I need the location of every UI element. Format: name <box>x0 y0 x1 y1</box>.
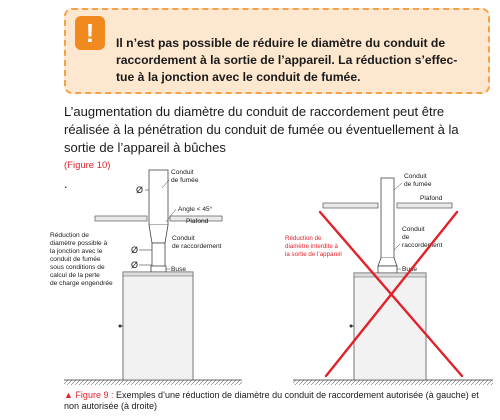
label-conduit-fumee: de fumée <box>171 177 199 184</box>
ceiling-slab-left <box>323 203 378 208</box>
ground-hatch <box>64 380 242 385</box>
right-note-line: la sortie de l’appareil <box>285 251 342 258</box>
right-diagram <box>285 173 493 385</box>
left-note-line: sous conditions de <box>50 264 105 271</box>
diameter-symbol-mid: Ø <box>131 245 139 255</box>
left-diagram <box>50 169 242 385</box>
leader-conduit-raccordement <box>394 244 400 250</box>
reducer-cone <box>378 258 397 266</box>
caption-text: Exemples d’une réduction de diamètre du conduit de raccordement autorisée (à gauche) et <box>115 390 479 400</box>
label-conduit-fumee: Conduit <box>171 169 194 176</box>
label-conduit-raccordement: de raccordement <box>172 243 222 250</box>
stove-body <box>123 272 193 380</box>
warning-line: tue à la jonction avec le conduit de fumée. <box>116 70 361 84</box>
flue-pipe <box>381 178 394 258</box>
ceiling-slab-right <box>397 203 452 208</box>
label-buse: Buse <box>171 266 187 273</box>
right-note-line: Réduction de <box>285 235 322 242</box>
label-plafond: Plafond <box>420 195 443 202</box>
paragraph-period: . <box>64 176 68 191</box>
left-note <box>50 232 113 287</box>
figure-caption <box>64 390 494 412</box>
label-conduit-raccordement: Conduit <box>172 235 195 242</box>
caption-marker-icon: ▲ <box>64 390 73 400</box>
diameter-symbol-bottom: Ø <box>131 260 139 270</box>
flue-pipe <box>149 170 168 225</box>
label-conduit-raccordement: Conduit <box>402 226 425 233</box>
warning-line: Il n’est pas possible de réduire le diamètre du conduit de <box>116 36 446 50</box>
label-angle: Angle < 45° <box>178 206 213 213</box>
left-note-line: calcul de la perte <box>50 272 100 279</box>
left-note-line: diamètre possible à <box>50 240 108 247</box>
right-note-line: diamètre interdite à <box>285 243 338 250</box>
left-note-line: de charge engendrée <box>50 280 113 287</box>
ceiling-slab-left <box>95 216 147 221</box>
label-plafond: Plafond <box>186 218 209 225</box>
reducer-cone <box>149 225 168 243</box>
caption-line <box>64 390 494 401</box>
paragraph-line: réalisée à la pénétration du conduit de fumée ou éventuellement à la <box>64 122 459 137</box>
paragraph-line: L’augmentation du diamètre du conduit de raccordement peut être <box>64 104 445 119</box>
left-note-line: conduit de fumée <box>50 256 101 263</box>
caption-label: Figure 9 : <box>75 390 114 400</box>
figure-reference-link[interactable]: (Figure 10) <box>64 160 111 171</box>
exclamation-icon: ! <box>75 16 105 50</box>
buse <box>378 266 397 273</box>
buse <box>151 266 166 272</box>
ground-hatch <box>293 380 493 385</box>
stove-top <box>354 273 426 277</box>
label-buse: Buse <box>402 266 418 273</box>
label-conduit-fumee: Conduit <box>404 173 427 180</box>
diameter-symbol-top: Ø <box>136 185 144 195</box>
left-note-line: Réduction de <box>50 232 89 239</box>
right-note <box>285 235 342 258</box>
label-conduit-raccordement: raccordement <box>402 242 443 249</box>
caption-line: non autorisée (à droite) <box>64 401 158 411</box>
warning-line: raccordement à la sortie de l’appareil. La réduction s’effec- <box>116 53 458 67</box>
label-conduit-fumee: de fumée <box>404 181 432 188</box>
leader-conduit-fumee <box>394 183 402 190</box>
label-conduit-raccordement: de <box>402 234 410 241</box>
paragraph-line-text: sortie de l’appareil à bûches <box>64 140 226 155</box>
left-note-line: la jonction avec le <box>50 248 103 255</box>
